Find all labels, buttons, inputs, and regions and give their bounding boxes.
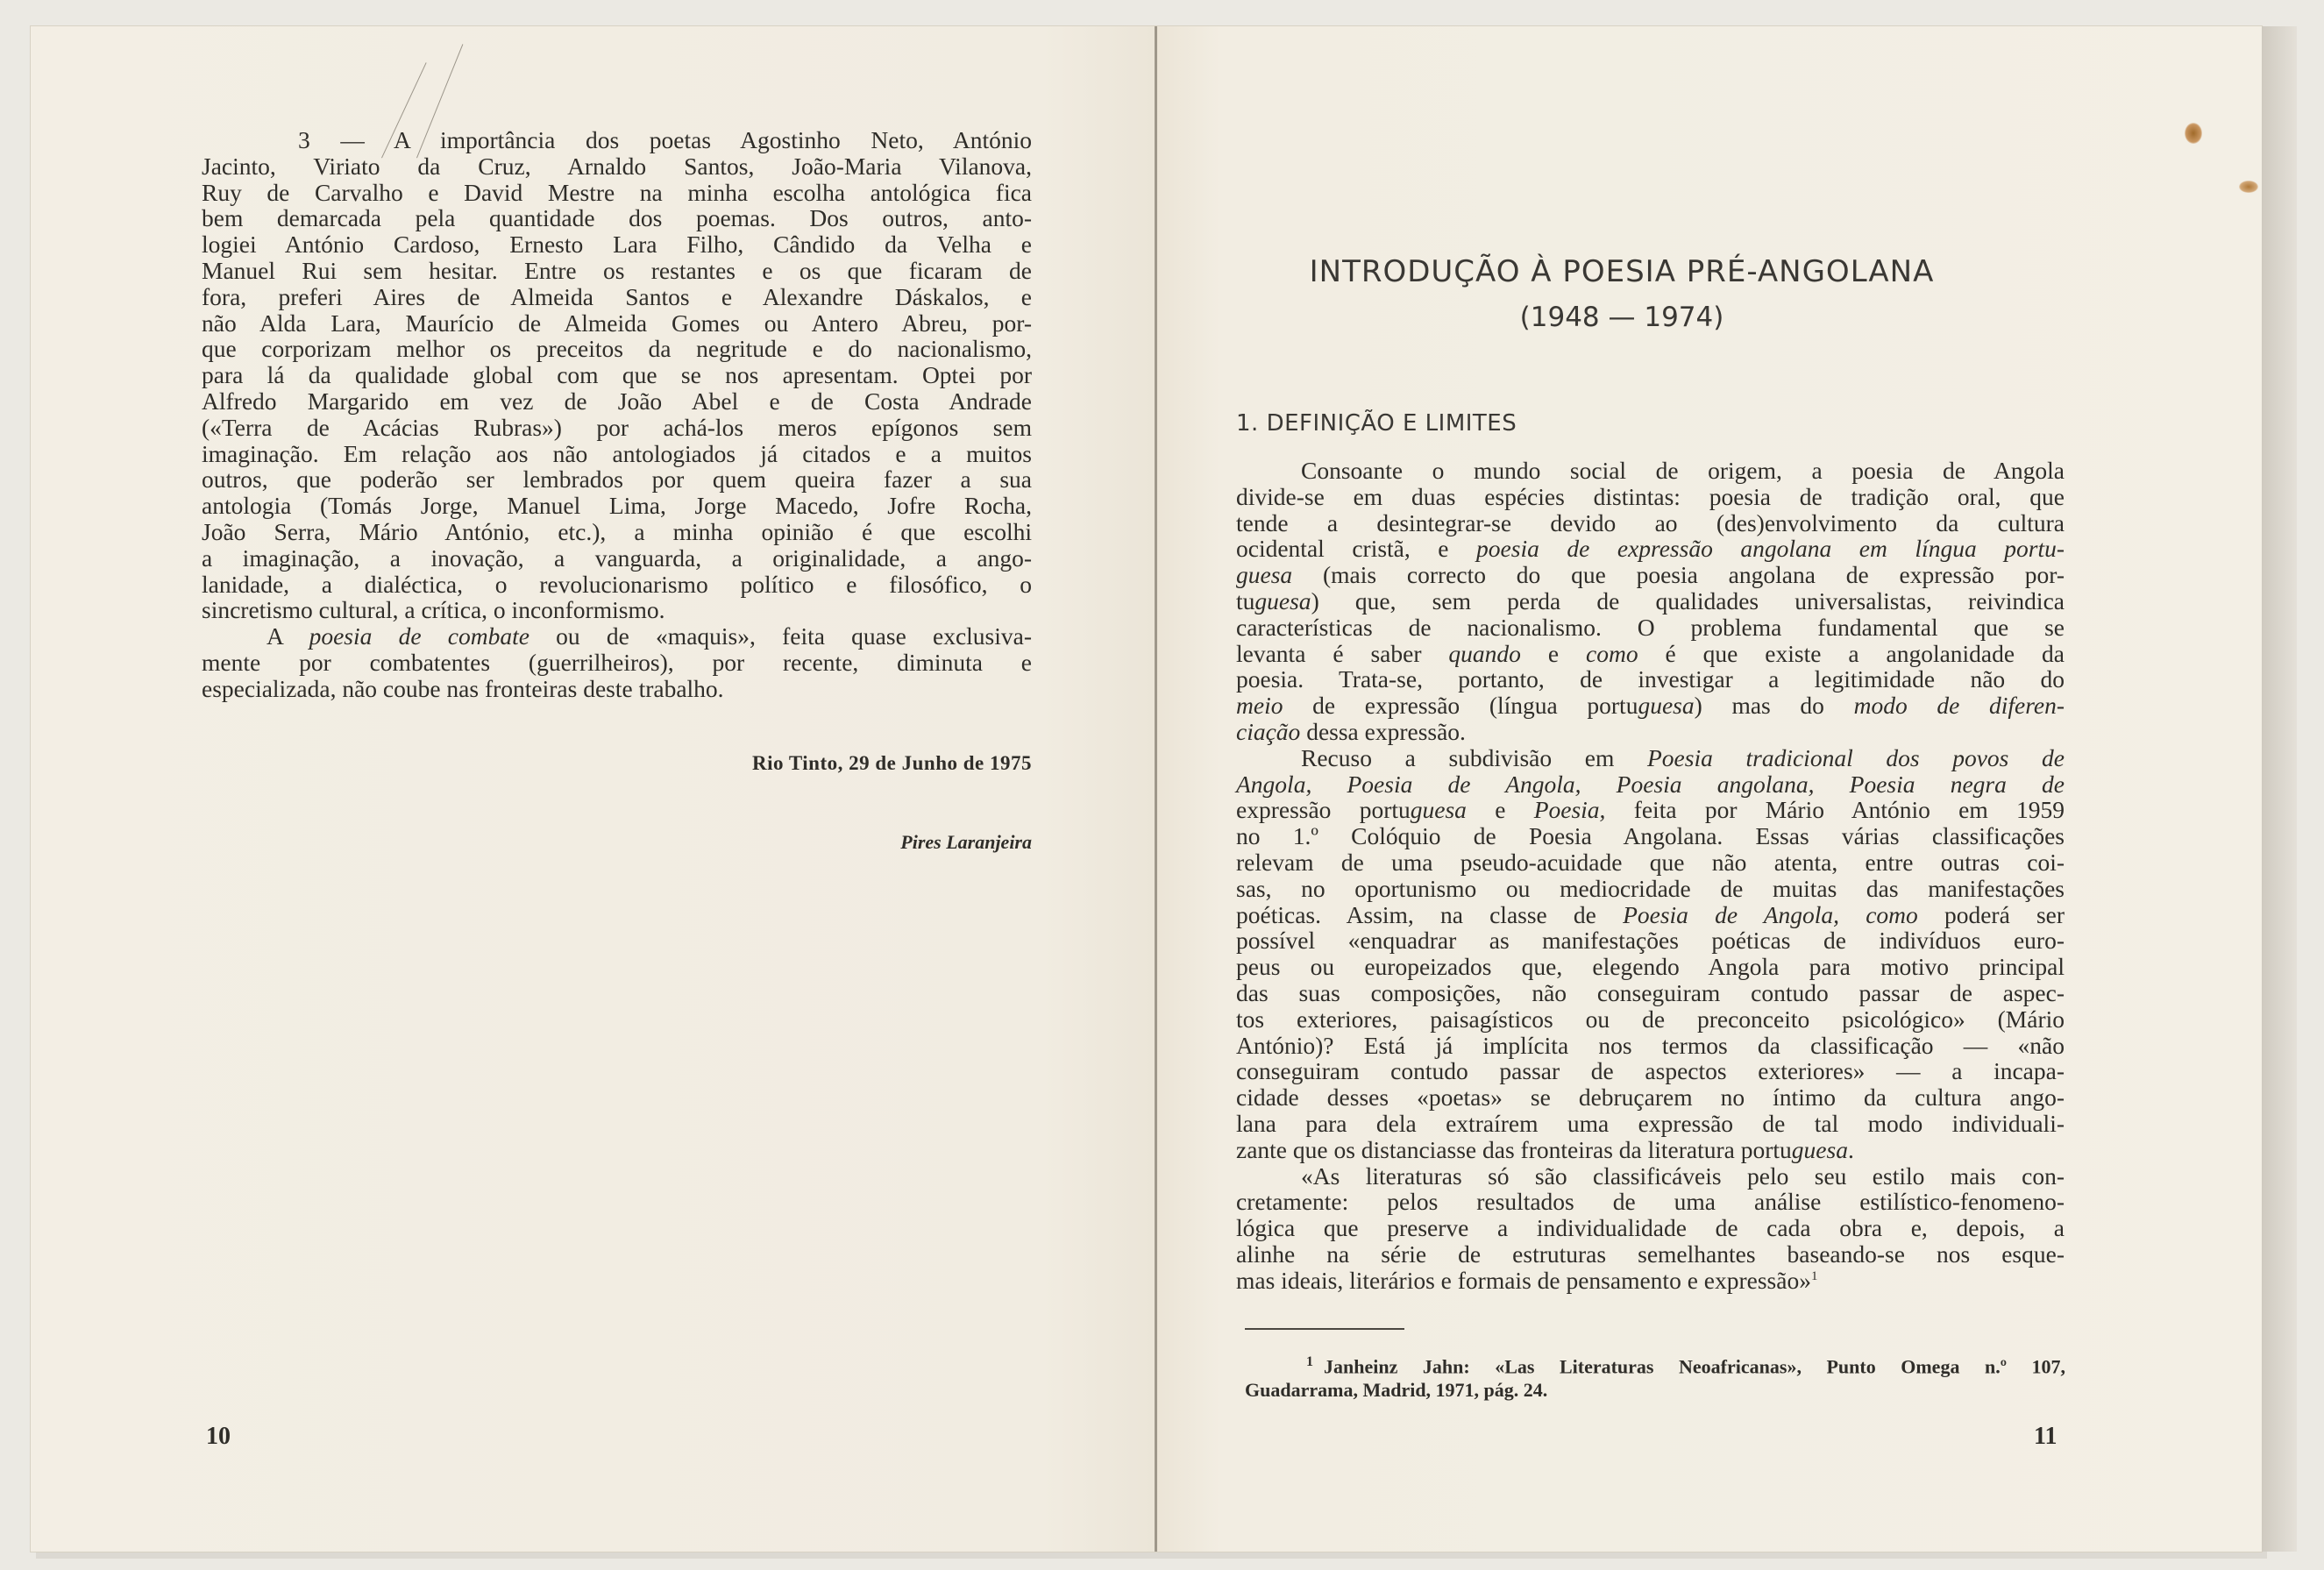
text-line: bem demarcada pela quantidade dos poemas. Dos outros, anto-	[202, 204, 1032, 232]
right-page-body	[1236, 458, 2065, 1294]
text-line: tos exteriores, paisagísticos ou de preconceito psicológico» (Mário	[1236, 1005, 2065, 1033]
text-line: cidade desses «poetas» se debruçarem no íntimo da cultura ango-	[1236, 1083, 2065, 1112]
footnote	[1245, 1350, 2065, 1402]
chapter-title: INTRODUÇÃO À POESIA PRÉ-ANGOLANA	[1309, 254, 1935, 289]
footnote-line: Guadarrama, Madrid, 1971, pág. 24.	[1245, 1379, 1548, 1402]
text-line: ciação dessa expressão.	[1236, 717, 1466, 745]
text-line: António)? Está já implícita nos termos da classificação — «não	[1236, 1031, 2065, 1059]
text-line: características de nacionalismo. O problema fundamental que se	[1236, 613, 2065, 641]
text-line: Jacinto, Viriato da Cruz, Arnaldo Santos, João-Maria Vilanova,	[202, 152, 1032, 180]
footnote-divider	[1245, 1328, 1404, 1330]
text-line: divide-se em duas espécies distintas: poesia de tradição oral, que	[1236, 482, 2065, 510]
text-line: antologia (Tomás Jorge, Manuel Lima, Jorge Macedo, Jofre Rocha,	[202, 492, 1032, 520]
book-gutter	[1155, 26, 1157, 1552]
text-line: fora, preferi Aires de Almeida Santos e Alexandre Dáskalos, e	[202, 282, 1032, 310]
author-signature: Pires Laranjeira	[900, 831, 1032, 853]
text-line: poéticas. Assim, na classe de Poesia de Angola, como poderá ser	[1236, 900, 2065, 928]
text-line: especializada, não coube nas fronteiras deste trabalho.	[202, 674, 724, 702]
text-line: João Serra, Mário António, etc.), a minha opinião é que escolhi	[202, 517, 1032, 545]
text-line: lógica que preserve a individualidade de cada obra e, depois, a	[1236, 1214, 2065, 1242]
chapter-dates: (1948 — 1974)	[1519, 302, 1724, 333]
text-line: que corporizam melhor os preceitos da negritude e do nacionalismo,	[202, 335, 1032, 363]
text-line: logiei António Cardoso, Ernesto Lara Filho, Cândido da Velha e	[202, 231, 1032, 259]
text-line: peus ou europeizados que, elegendo Angola para motivo principal	[1236, 953, 2065, 981]
text-line: relevam de uma pseudo-acuidade que não atenta, entre outras coi-	[1236, 848, 2065, 876]
text-line: Angola, Poesia de Angola, Poesia angolana, Poesia negra de	[1236, 770, 2065, 798]
text-line: poesia. Trata-se, portanto, de investigar a legitimidade não do	[1236, 665, 2065, 693]
text-line: 3 — A importância dos poetas Agostinho Neto, António	[298, 126, 1032, 153]
place-date: Rio Tinto, 29 de Junho de 1975	[752, 752, 1032, 774]
text-line: lanidade, a dialéctica, o revolucionarismo político e filosófico, o	[202, 570, 1032, 598]
footnote-reference: 1	[1810, 1268, 1818, 1283]
text-line: A poesia de combate ou de «maquis», feita quase exclusiva-	[267, 622, 1033, 650]
text-line: possível «enquadrar as manifestações poéticas de indivíduos euro-	[1236, 927, 2065, 955]
foxing-stain	[2239, 181, 2258, 193]
text-line: Manuel Rui sem hesitar. Entre os restantes e os que ficaram de	[202, 256, 1032, 284]
text-line: alinhe na série de estruturas semelhantes baseando-se nos esque-	[1236, 1240, 2065, 1268]
left-page-body	[202, 127, 1032, 702]
text-line: outros, que poderão ser lembrados por quem queira fazer a sua	[202, 465, 1032, 494]
footnote-marker: 1	[1306, 1354, 1313, 1369]
text-line: cretamente: pelos resultados de uma análise estilístico-fenomeno-	[1236, 1188, 2065, 1216]
text-line: conseguiram contudo passar de aspectos exteriores» — a incapa-	[1236, 1057, 2065, 1085]
text-line: a imaginação, a inovação, a vanguarda, a originalidade, a ango-	[202, 543, 1032, 572]
text-line: («Terra de Acácias Rubras») por achá-los meros epígonos sem	[202, 413, 1032, 441]
text-line: ocidental cristã, e poesia de expressão angolana em língua portu-	[1236, 535, 2065, 563]
text-line: levanta é saber quando e como é que existe a angolanidade da	[1236, 639, 2065, 667]
text-line: sas, no oportunismo ou mediocridade de muitas das manifestações	[1236, 874, 2065, 902]
text-line: guesa (mais correcto do que poesia angolana de expressão por-	[1236, 561, 2065, 589]
text-line: Consoante o mundo social de origem, a poesia de Angola	[1301, 457, 2065, 484]
text-line: zante que os distanciasse das fronteiras da literatura portuguesa.	[1236, 1135, 1854, 1163]
text-line: tende a desintegrar-se devido ao (des)envolvimento da cultura	[1236, 508, 2065, 536]
text-line: Alfredo Margarido em vez de João Abel e de Costa Andrade	[202, 387, 1032, 415]
text-line: Recuso a subdivisão em Poesia tradicional dos povos de	[1301, 743, 2065, 771]
text-line: meio de expressão (língua portuguesa) mas do modo de diferen-	[1236, 692, 2065, 720]
text-line: imaginação. Em relação aos não antologiados já citados e a muitos	[202, 439, 1032, 467]
text-line: das suas composições, não conseguiram contudo passar de aspec-	[1236, 978, 2065, 1006]
text-line: para lá da qualidade global com que se nos apresentam. Optei por	[202, 361, 1032, 389]
text-line: não Alda Lara, Maurício de Almeida Gomes ou Antero Abreu, por-	[202, 309, 1032, 337]
text-line: Ruy de Carvalho e David Mestre na minha escolha antológica fica	[202, 178, 1032, 206]
page-edge	[2262, 26, 2297, 1552]
text-line: lana para dela extraírem uma expressão de tal modo individuali-	[1236, 1109, 2065, 1137]
text-line: sincretismo cultural, a crítica, o inconformismo.	[202, 596, 665, 624]
text-line: mas ideais, literários e formais de pensamento e expressão»$^1$	[1236, 1266, 1818, 1294]
text-line: no 1.º Colóquio de Poesia Angolana. Essas várias classificações	[1236, 822, 2065, 850]
footnote-line: $^1$ Janheinz Jahn: «Las Literaturas Neoafricanas», Punto Omega n.º 107,	[1306, 1354, 2065, 1378]
page-number-left: 10	[206, 1423, 231, 1450]
page-number-right: 11	[2034, 1423, 2057, 1450]
text-line: tuguesa) que, sem perda de qualidades universalistas, reivindica	[1236, 586, 2065, 615]
text-line: mente por combatentes (guerrilheiros), por recente, diminuta e	[202, 648, 1032, 676]
text-line: «As literaturas só são classificáveis pelo seu estilo mais con-	[1301, 1162, 2065, 1190]
section-heading: 1. DEFINIÇÃO E LIMITES	[1236, 410, 1517, 437]
text-line: expressão portuguesa e Poesia, feita por Mário António em 1959	[1236, 796, 2065, 824]
foxing-stain	[2185, 123, 2202, 144]
